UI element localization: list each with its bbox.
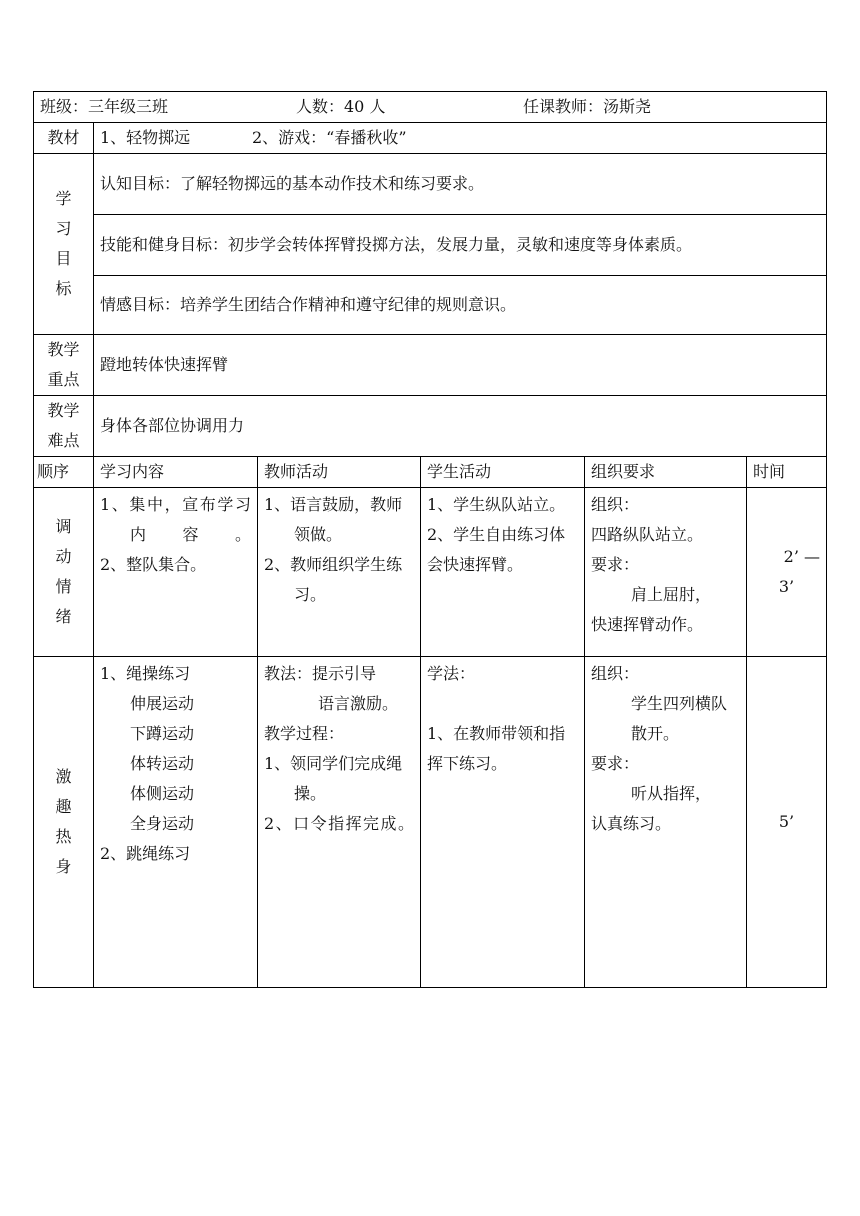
teacher-cell: 教法：提示引导 语言激励。 教学过程： 1、领同学们完成绳操。 2、口令指挥完成。 — [258, 657, 421, 988]
goal-affective: 情感目标：培养学生团结合作精神和遵守纪律的规则意识。 — [94, 276, 827, 335]
student-count: 人数：40 人 — [296, 97, 386, 116]
goals-label: 学 习 目 标 — [34, 154, 94, 335]
content-cell: 1、绳操练习 伸展运动 下蹲运动 体转运动 体侧运动 全身运动 2、跳绳练习 — [94, 657, 258, 988]
stage-label: 激 趣 热 身 — [34, 657, 94, 988]
col-header-student: 学生活动 — [421, 457, 585, 488]
material-label: 教材 — [34, 123, 94, 154]
difficulty-row — [34, 396, 827, 457]
class-label: 班级：三年级三班 — [40, 97, 169, 116]
goal-skill: 技能和健身目标：初步学会转体挥臂投掷方法，发展力量，灵敏和速度等身体素质。 — [100, 235, 693, 254]
lesson-plan — [33, 91, 826, 988]
stage-label: 调 动 情 绪 — [34, 488, 94, 657]
column-header-row — [34, 457, 827, 488]
material-item-1: 1、轻物掷远 — [100, 128, 191, 147]
key-point-text: 蹬地转体快速挥臂 — [94, 335, 827, 396]
lesson-plan-table — [33, 91, 827, 988]
table-row — [34, 657, 827, 988]
key-point-row — [34, 335, 827, 396]
key-point-label: 教学 重点 — [34, 335, 94, 396]
col-header-content: 学习内容 — [94, 457, 258, 488]
material-row — [34, 123, 827, 154]
difficulty-text: 身体各部位协调用力 — [94, 396, 827, 457]
difficulty-label: 教学 难点 — [34, 396, 94, 457]
goal-affective-row — [34, 276, 827, 335]
time-cell: 2’ — 3’ — [747, 488, 827, 657]
goal-cognitive: 认知目标：了解轻物掷远的基本动作技术和练习要求。 — [94, 154, 827, 215]
material-item-2: 2、游戏：“春播秋收” — [252, 128, 407, 147]
time-cell: 5’ — [747, 657, 827, 988]
student-cell: 1、学生纵队站立。 2、学生自由练习体会快速挥臂。 — [421, 488, 585, 657]
goal-skill-row — [34, 215, 827, 276]
col-header-order: 顺序 — [34, 457, 94, 488]
col-header-teacher: 教师活动 — [258, 457, 421, 488]
table-row — [34, 488, 827, 657]
content-cell: 1、集中，宣布学习内容。 2、整队集合。 — [94, 488, 258, 657]
goal-cognitive-row — [34, 154, 827, 215]
col-header-org: 组织要求 — [585, 457, 747, 488]
org-cell: 组织： 学生四列横队散开。 要求： 听从指挥， 认真练习。 — [585, 657, 747, 988]
teacher-cell: 1、语言鼓励，教师领做。 2、教师组织学生练习。 — [258, 488, 421, 657]
teacher-name: 任课教师：汤斯尧 — [523, 97, 652, 116]
header-row — [34, 92, 827, 123]
col-header-time: 时间 — [747, 457, 827, 488]
student-cell: 学法： 1、在教师带领和指挥下练习。 — [421, 657, 585, 988]
org-cell: 组织： 四路纵队站立。 要求： 肩上屈肘， 快速挥臂动作。 — [585, 488, 747, 657]
